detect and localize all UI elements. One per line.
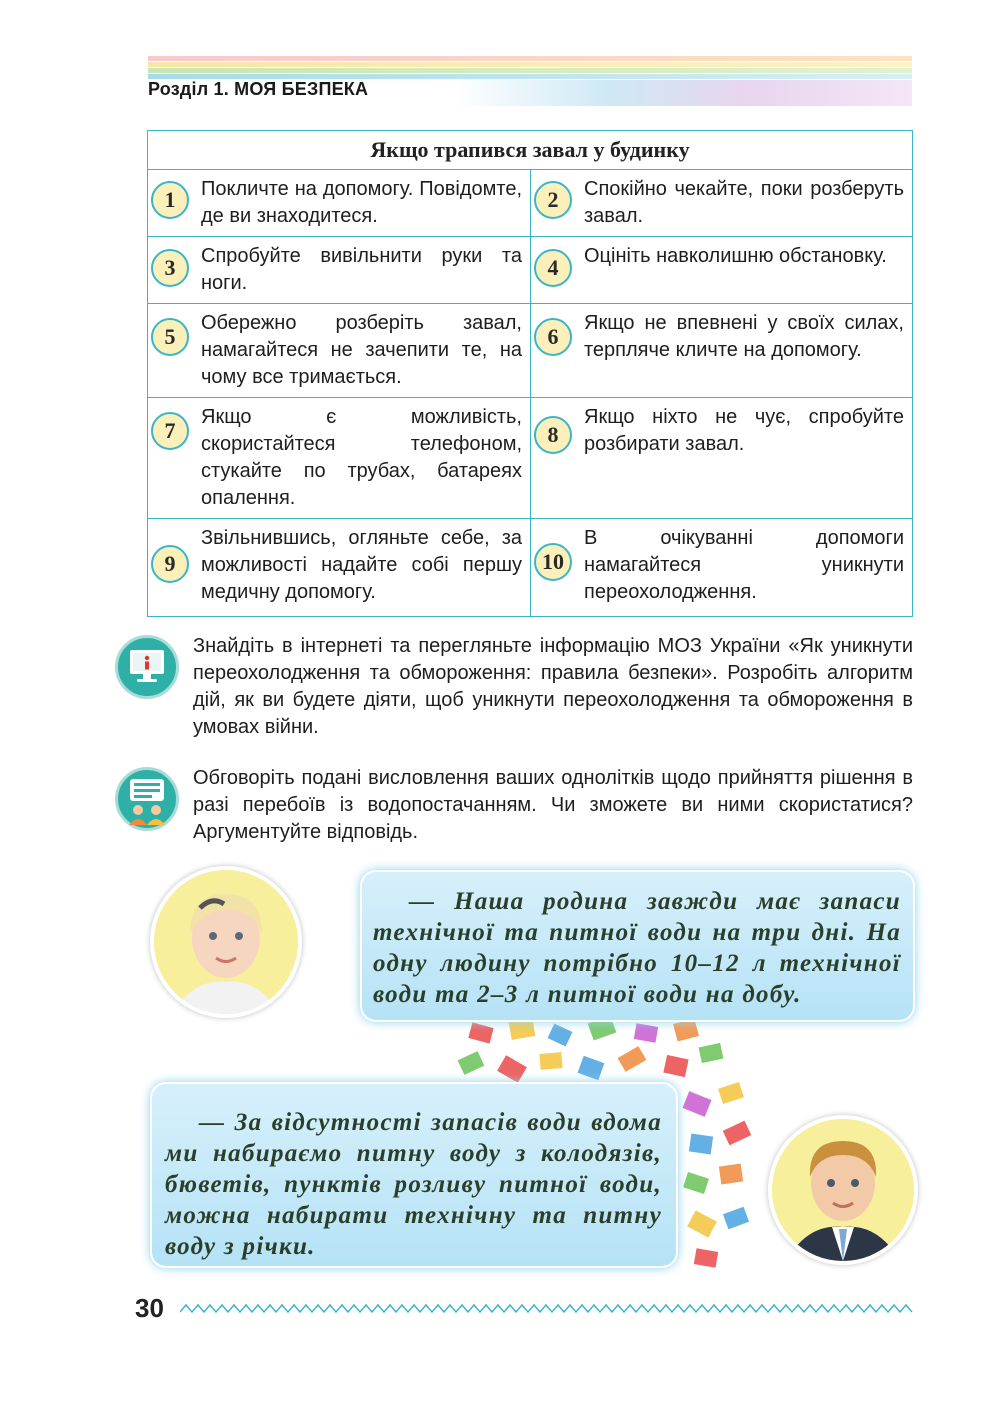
table-cell — [531, 398, 913, 519]
table-cell — [148, 237, 531, 304]
boy-avatar — [768, 1115, 918, 1265]
section-title: Розділ 1. МОЯ БЕЗПЕКА — [148, 79, 369, 99]
step-number-badge: 7 — [151, 412, 189, 450]
rubble-safety-table — [147, 130, 913, 617]
step-number-badge: 6 — [534, 318, 572, 356]
table-cell — [531, 170, 913, 237]
step-text: Якщо є можливість, скористайтеся телефоном, стукайте по трубах, батареях опалення. — [201, 406, 522, 509]
table-cell — [148, 519, 531, 617]
table-cell — [531, 304, 913, 398]
step-text: Якщо ніхто не чує, спробуйте розбирати завал. — [584, 406, 904, 455]
table-cell — [148, 304, 531, 398]
step-text: Спокійно чекайте, поки розберуть завал. — [584, 178, 904, 227]
footer-zigzag-decoration — [180, 1302, 915, 1316]
info-monitor-icon — [115, 635, 179, 699]
step-number-badge: 5 — [151, 318, 189, 356]
step-number-badge: 10 — [534, 543, 572, 581]
step-text: Оцініть навколишню обстановку. — [584, 245, 887, 267]
girl-avatar — [150, 866, 302, 1018]
step-number-badge: 1 — [151, 181, 189, 219]
header-stripe-green — [148, 68, 912, 73]
table-cell — [148, 398, 531, 519]
step-number-badge: 3 — [151, 249, 189, 287]
table-cell — [531, 519, 913, 617]
step-number-badge: 2 — [534, 181, 572, 219]
header-stripe-pink — [148, 56, 912, 61]
internet-task-text: Знайдіть в інтернеті та перегляньте інформацію МОЗ України «Як уникнути переохолодження та обмороження: правила безпеки». Розробіть алгоритм дій, як ви будете діяти, щоб уникнути переохолодження та обмороження в умовах війни. — [193, 635, 913, 738]
boy-quote-text: — За відсутності запасів води вдома ми набираємо питну воду з колодязів, бюветів, пунктів розливу питної води, можна набирати технічну та питну воду з річки. — [165, 1109, 662, 1260]
step-text: Спробуйте вивільнити руки та ноги. — [201, 245, 522, 294]
step-text: Покличте на допомогу. Повідомте, де ви знаходитеся. — [201, 178, 522, 227]
discussion-icon — [115, 767, 179, 831]
page-number: 30 — [135, 1293, 164, 1323]
header-stripe-yellow — [148, 62, 912, 67]
table-cell — [531, 237, 913, 304]
step-text: В очікуванні допомоги намагайтеся уникнути переохолодження. — [584, 527, 904, 603]
step-text: Обережно розберіть завал, намагайтеся не зачепити те, на чому все тримається. — [201, 312, 522, 388]
step-number-badge: 8 — [534, 416, 572, 454]
discussion-task-text: Обговоріть подані висловлення ваших однолітків щодо прийняття рішення в разі перебоїв із водопостачанням. Чи зможете ви ними скористатися? Аргументуйте відповідь. — [193, 767, 913, 843]
step-number-badge: 9 — [151, 545, 189, 583]
girl-quote-text: — Наша родина завжди має запаси технічної та питної води на три дні. На одну людину потрібно 10–12 л технічної води та 2–3 л питної води на добу. — [373, 888, 901, 1008]
table-cell — [148, 170, 531, 237]
step-text: Звільнившись, огляньте себе, за можливості надайте собі першу медичну допомогу. — [201, 527, 522, 603]
step-text: Якщо не впевнені у своїх силах, терпляче кличте на допомогу. — [584, 312, 904, 361]
table-title: Якщо трапився завал у будинку — [148, 131, 913, 170]
step-number-badge: 4 — [534, 249, 572, 287]
